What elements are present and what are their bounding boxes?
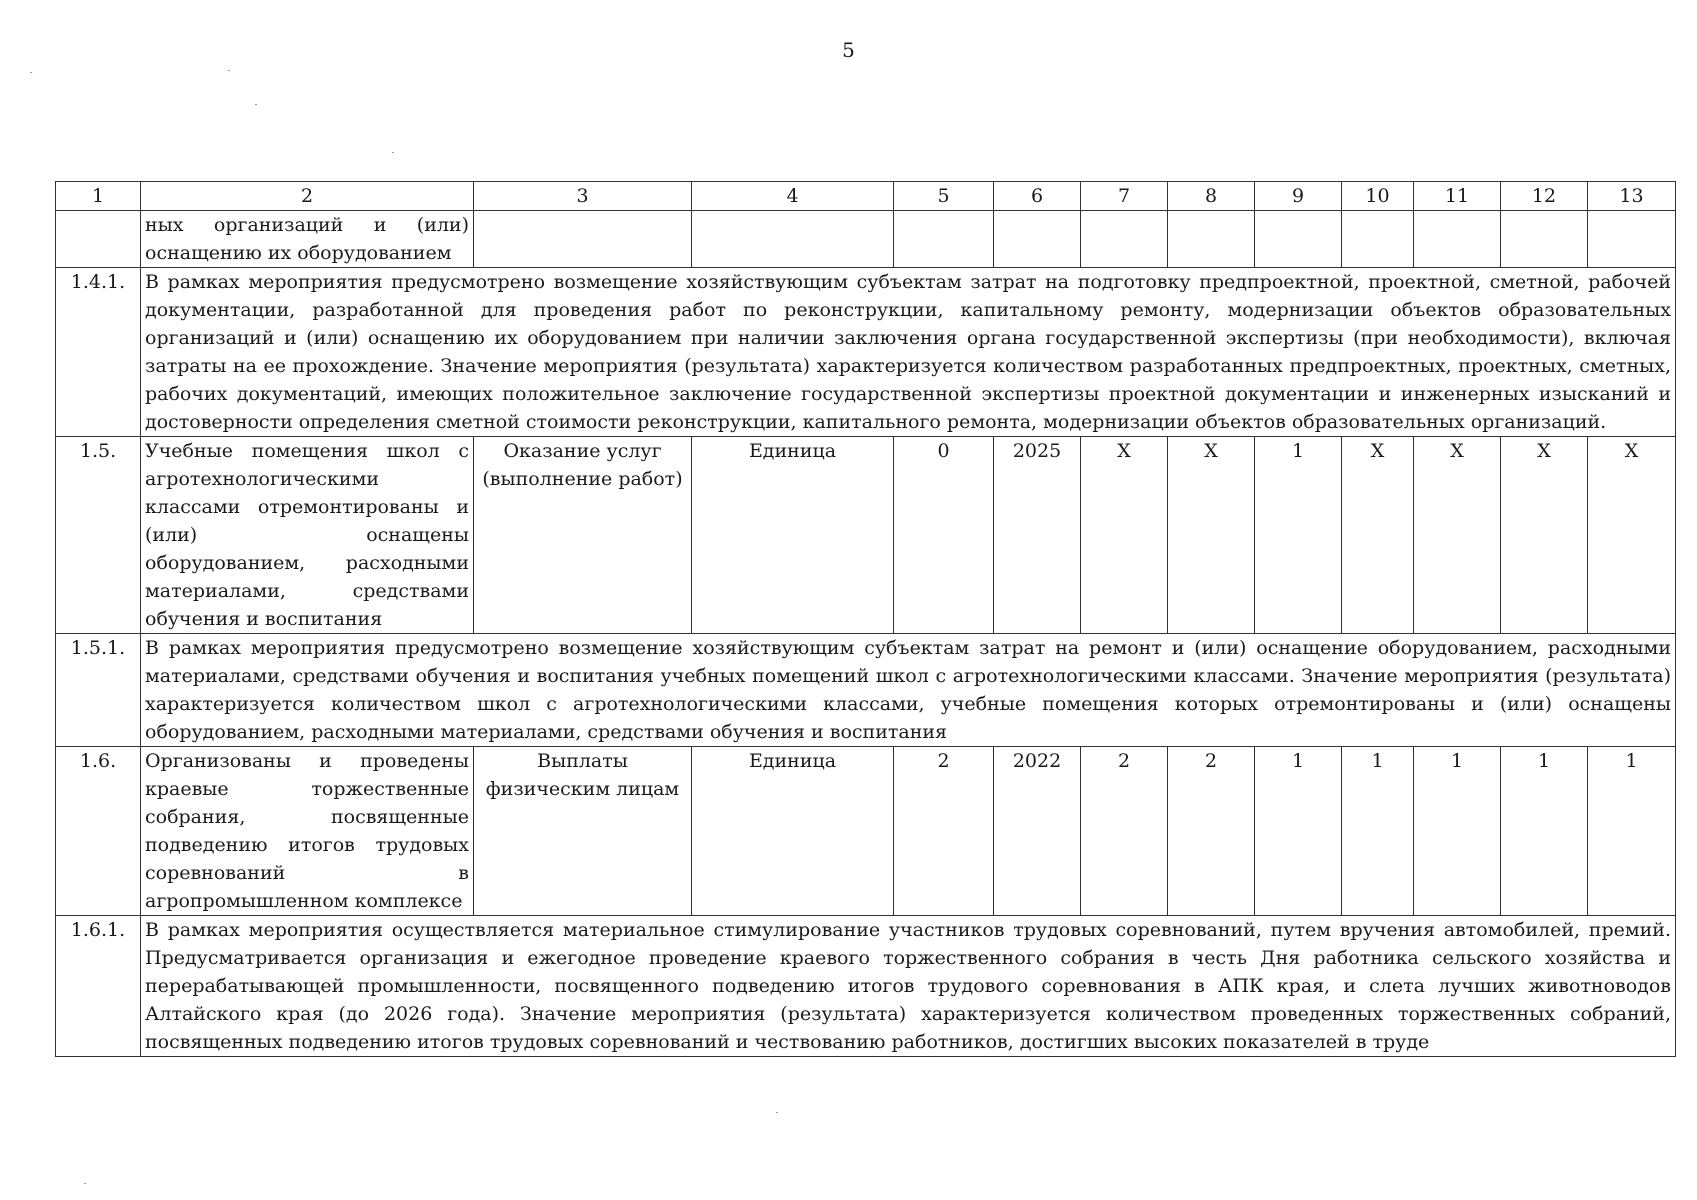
empty-cell [1255, 211, 1342, 268]
col-number: 9 [1255, 182, 1342, 211]
column-number-row [56, 182, 1676, 211]
description-cell: В рамках мероприятия предусмотрено возмещение хозяйствующим субъектам затрат на ремонт и (или) оснащение оборудованием, расходными материалами, средствами обучения и воспитания учебных помещений школ с агротехнологическими классами. Значение мероприятия (результата) характеризуется количеством школ с агротехнологическими классами, учебные помещения которых отремонтированы и (или) оснащены оборудованием, расходными материалами, средствами обучения и воспитания [141, 634, 1676, 747]
indicators-table [55, 181, 1676, 1057]
empty-cell [894, 211, 994, 268]
value-cell: X [1081, 437, 1168, 634]
value-cell: X [1414, 437, 1501, 634]
value-cell: 0 [894, 437, 994, 634]
unit-cell: Единица [692, 747, 894, 916]
value-cell: 2025 [994, 437, 1081, 634]
description-cell: В рамках мероприятия предусмотрено возмещение хозяйствующим субъектам затрат на подготовку предпроектной, проектной, сметной, рабочей документации, разработанной для проведения работ по реконструкции, капитальному ремонту, модернизации объектов образовательных организаций и (или) оснащению их оборудованием при наличии заключения органа государственной экспертизы (при необходимости), включая затраты на ее прохождение. Значение мероприятия (результата) характеризуется количеством разработанных предпроектных, проектных, сметных, рабочих документаций, имеющих положительное заключение государственной экспертизы проектной документации и инженерных изысканий и достоверности определения сметной стоимости реконструкции, капитального ремонта, модернизации объектов образовательных организаций. [141, 268, 1676, 437]
col-number: 5 [894, 182, 994, 211]
value-cell: 2022 [994, 747, 1081, 916]
empty-cell [1588, 211, 1676, 268]
measure-type-cell: Выплаты физическим лицам [474, 747, 692, 916]
description-row [56, 634, 1676, 747]
empty-cell [1168, 211, 1255, 268]
row-number-cell [56, 211, 141, 268]
table-row [56, 437, 1676, 634]
col-number: 3 [474, 182, 692, 211]
empty-cell [1501, 211, 1588, 268]
col-number: 13 [1588, 182, 1676, 211]
empty-cell [1414, 211, 1501, 268]
col-number: 4 [692, 182, 894, 211]
value-cell: 1 [1414, 747, 1501, 916]
measure-name-cell: Учебные помещения школ с агротехнологическими классами отремонтированы и (или) оснащены оборудованием, расходными материалами, средствами обучения и воспитания [141, 437, 474, 634]
scan-speck [392, 152, 394, 153]
empty-cell [474, 211, 692, 268]
scan-speck [84, 1183, 86, 1184]
empty-cell [692, 211, 894, 268]
unit-cell: Единица [692, 437, 894, 634]
empty-cell [1342, 211, 1414, 268]
table-row [56, 747, 1676, 916]
value-cell: 1 [1342, 747, 1414, 916]
empty-cell [994, 211, 1081, 268]
empty-cell [1081, 211, 1168, 268]
measure-name-cell: ных организаций и (или) оснащению их оборудованием [141, 211, 474, 268]
col-number: 8 [1168, 182, 1255, 211]
row-number-cell: 1.6.1. [56, 916, 141, 1057]
value-cell: X [1501, 437, 1588, 634]
scan-speck [228, 70, 230, 71]
col-number: 1 [56, 182, 141, 211]
row-number-cell: 1.4.1. [56, 268, 141, 437]
col-number: 2 [141, 182, 474, 211]
value-cell: 1 [1255, 437, 1342, 634]
row-number-cell: 1.5.1. [56, 634, 141, 747]
description-row [56, 916, 1676, 1057]
value-cell: 1 [1255, 747, 1342, 916]
description-cell: В рамках мероприятия осуществляется материальное стимулирование участников трудовых соревнований, путем вручения автомобилей, премий. Предусматривается организация и ежегодное проведение краевого торжественного собрания в честь Дня работника сельского хозяйства и перерабатывающей промышленности, посвященного подведению итогов трудового соревнования в АПК края, и слета лучших животноводов Алтайского края (до 2026 года). Значение мероприятия (результата) характеризуется количеством проведенных торжественных собраний, посвященных подведению итогов трудовых соревнований и чествованию работников, достигших высоких показателей в труде [141, 916, 1676, 1057]
measure-name-cell: Организованы и проведены краевые торжественные собрания, посвященные подведению итогов трудовых соревнований в агропромышленном комплексе [141, 747, 474, 916]
col-number: 6 [994, 182, 1081, 211]
value-cell: 2 [894, 747, 994, 916]
col-number: 11 [1414, 182, 1501, 211]
value-cell: X [1588, 437, 1676, 634]
description-row [56, 268, 1676, 437]
row-number-cell: 1.5. [56, 437, 141, 634]
col-number: 12 [1501, 182, 1588, 211]
value-cell: 2 [1168, 747, 1255, 916]
row-number-cell: 1.6. [56, 747, 141, 916]
scan-speck [255, 104, 257, 105]
value-cell: 1 [1588, 747, 1676, 916]
col-number: 7 [1081, 182, 1168, 211]
value-cell: X [1168, 437, 1255, 634]
scan-speck [776, 1112, 778, 1113]
value-cell: 2 [1081, 747, 1168, 916]
col-number: 10 [1342, 182, 1414, 211]
page-number: 5 [842, 38, 855, 62]
value-cell: 1 [1501, 747, 1588, 916]
measure-type-cell: Оказание услуг (выполнение работ) [474, 437, 692, 634]
table-row [56, 211, 1676, 268]
value-cell: X [1342, 437, 1414, 634]
scan-speck [30, 72, 32, 73]
